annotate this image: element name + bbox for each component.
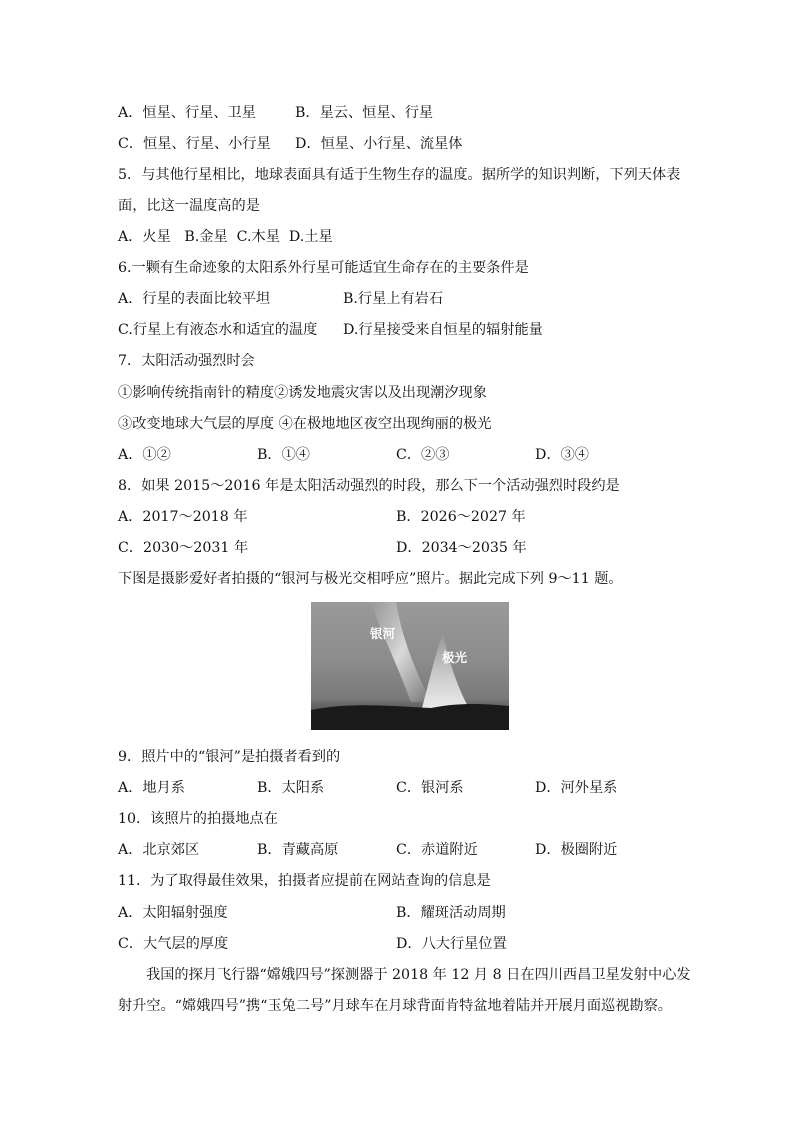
q7-items-line2: ③改变地球大气层的厚度 ④在极地地区夜空出现绚丽的极光 xyxy=(118,416,492,432)
q4-option-b: B．星云、恒星、行星 xyxy=(295,105,434,121)
horizon-silhouette xyxy=(311,704,509,730)
q5-stem-line2: 面，比这一温度高的是 xyxy=(118,198,260,214)
q9-option-b: B．太阳系 xyxy=(257,780,325,796)
q4-option-a: A．恒星、行星、卫星 xyxy=(118,105,256,121)
q10-option-b: B．青藏高原 xyxy=(257,842,339,858)
q10-stem: 10．该照片的拍摄地点在 xyxy=(118,811,278,827)
q7-option-b: B．①④ xyxy=(257,447,310,463)
q7-option-d: D．③④ xyxy=(535,447,589,463)
q10-option-c: C．赤道附近 xyxy=(396,842,478,858)
passage-line2: 射升空。“嫦娥四号”携“玉兔二号”月球车在月球背面肯特盆地着陆并开展月面巡视勘察。 xyxy=(118,998,672,1014)
q10-option-a: A．北京郊区 xyxy=(118,842,200,858)
q11-option-c: C．大气层的厚度 xyxy=(118,936,229,952)
q11-option-b: B．耀斑活动周期 xyxy=(396,905,506,921)
q11-stem: 11．为了取得最佳效果，拍摄者应提前在网站查询的信息是 xyxy=(118,873,491,889)
q8-option-c: C．2030～2031 年 xyxy=(118,540,249,556)
q8-stem: 8．如果 2015～2016 年是太阳活动强烈的时段，那么下一个活动强烈时段约是 xyxy=(118,478,620,494)
q8-option-a: A．2017～2018 年 xyxy=(118,509,248,525)
q7-option-c: C．②③ xyxy=(396,447,450,463)
q9-option-c: C．银河系 xyxy=(396,780,464,796)
q5-stem-line1: 5．与其他行星相比，地球表面具有适于生物生存的温度。据所学的知识判断，下列天体表 xyxy=(118,167,681,183)
q11-option-a: A．太阳辐射强度 xyxy=(118,905,228,921)
intro-9-11: 下图是摄影爱好者拍摄的“银河与极光交相呼应”照片。据此完成下列 9～11 题。 xyxy=(118,571,623,587)
q8-option-b: B．2026～2027 年 xyxy=(396,509,526,525)
q7-items-line1: ①影响传统指南针的精度②诱发地震灾害以及出现潮汐现象 xyxy=(118,385,487,401)
q6-option-b: B.行星上有岩石 xyxy=(343,291,444,307)
milkyway-aurora-photo xyxy=(311,602,509,730)
q9-option-d: D．河外星系 xyxy=(535,780,618,796)
q6-option-d: D.行星接受来自恒星的辐射能量 xyxy=(343,322,543,338)
q9-stem: 9．照片中的“银河”是拍摄者看到的 xyxy=(118,749,341,765)
q8-option-d: D．2034～2035 年 xyxy=(396,540,527,556)
q10-option-d: D．极圈附近 xyxy=(535,842,618,858)
q11-option-d: D．八大行星位置 xyxy=(396,936,507,952)
q7-stem: 7．太阳活动强烈时会 xyxy=(118,353,255,369)
q5-options: A．火星 B.金星 C.木星 D.土星 xyxy=(118,229,333,245)
label-aurora: 极光 xyxy=(442,650,468,665)
photo-graphic xyxy=(311,602,509,730)
q4-option-c: C．恒星、行星、小行星 xyxy=(118,136,271,152)
q4-option-d: D．恒星、小行星、流星体 xyxy=(295,136,463,152)
label-milkyway: 银河 xyxy=(370,626,396,641)
q6-option-c: C.行星上有液态水和适宜的温度 xyxy=(118,322,318,338)
q9-option-a: A．地月系 xyxy=(118,780,185,796)
aurora-glow xyxy=(421,632,471,712)
passage-line1: 我国的探月飞行器“嫦娥四号”探测器于 2018 年 12 月 8 日在四川西昌卫星发射中心发 xyxy=(146,967,691,983)
milkyway-band xyxy=(371,602,431,702)
q6-stem: 6.一颗有生命迹象的太阳系外行星可能适宜生命存在的主要条件是 xyxy=(118,260,529,276)
q6-option-a: A．行星的表面比较平坦 xyxy=(118,291,271,307)
q7-option-a: A．①② xyxy=(118,447,171,463)
